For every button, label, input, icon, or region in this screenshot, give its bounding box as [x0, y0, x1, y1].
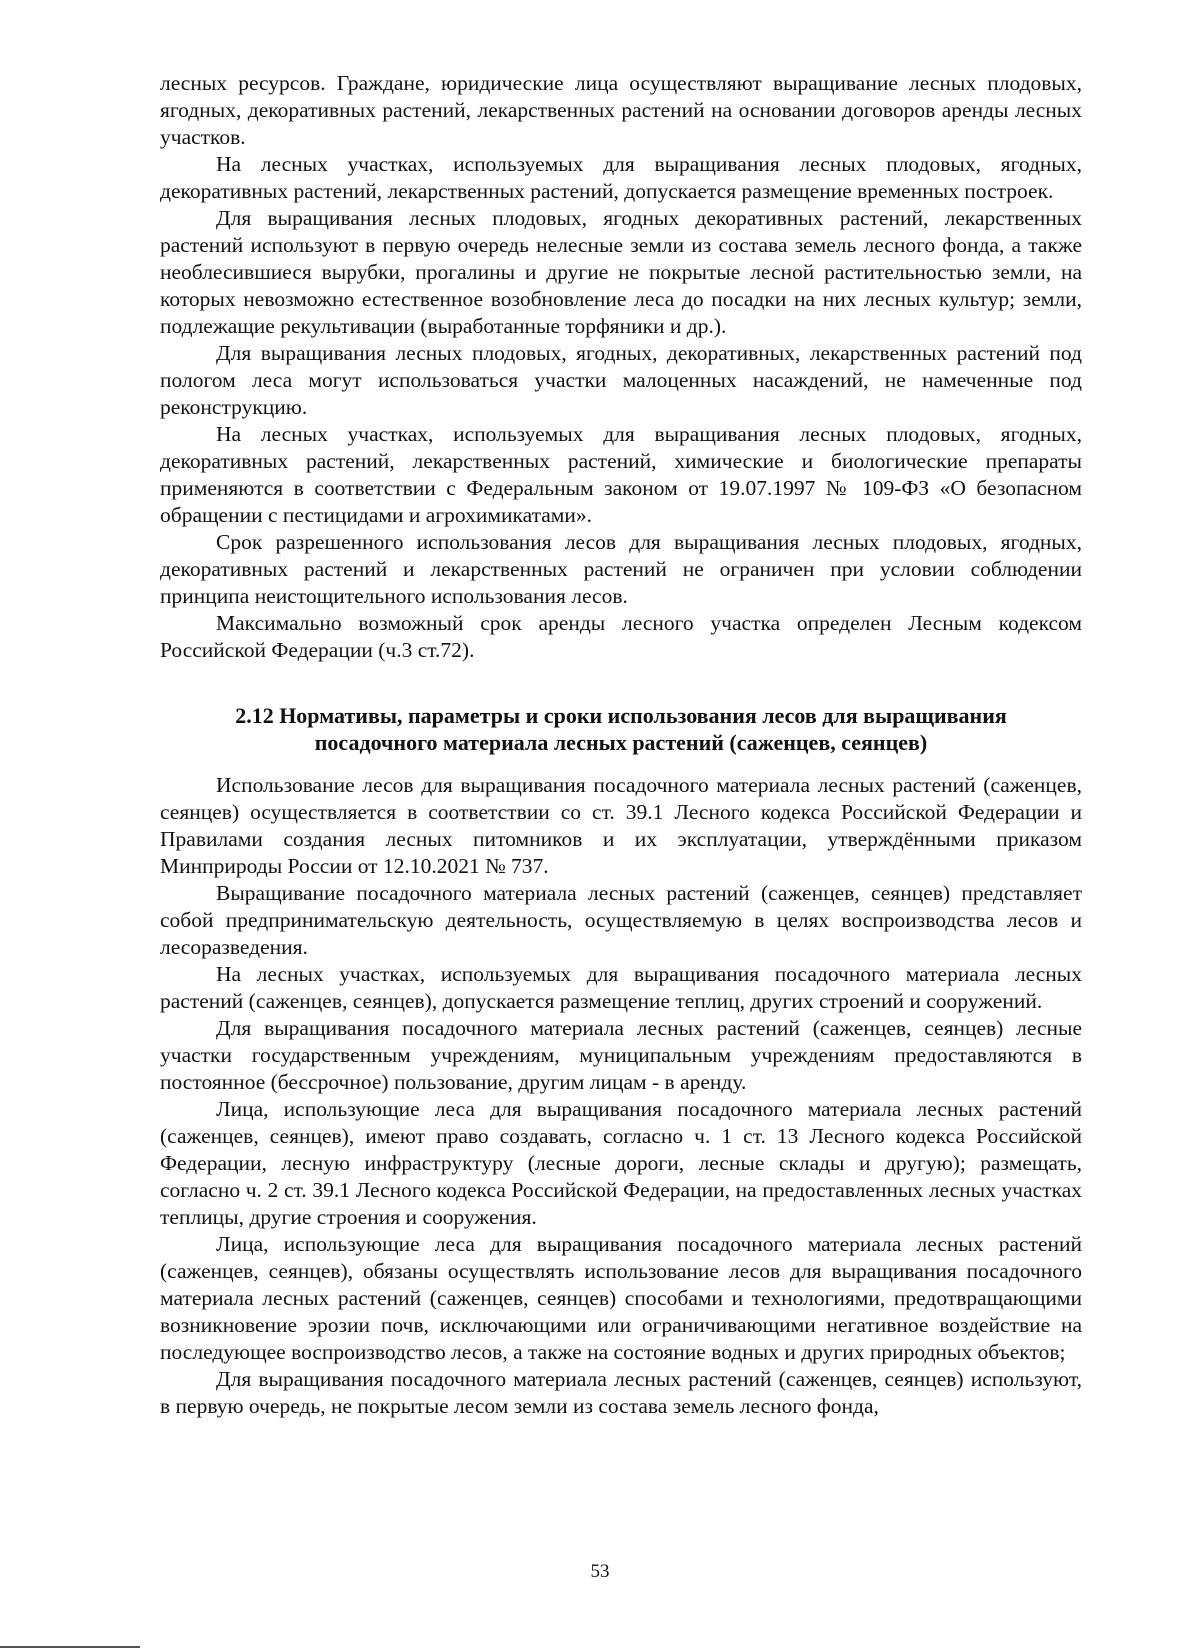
paragraph: На лесных участках, используемых для выращивания лесных плодовых, ягодных, декоративных растений, лекарственных растений, химические и биологические препараты применяются в соответствии с Федеральным законом от 19.07.1997 № 109-ФЗ «О безопасном обращении с пестицидами и агрохимикатами».: [160, 422, 1082, 527]
paragraph: На лесных участках, используемых для выращивания лесных плодовых, ягодных, декоративных растений, лекарственных растений, допускается размещение временных построек.: [160, 152, 1082, 203]
paragraph: Для выращивания посадочного материала лесных растений (саженцев, сеянцев) лесные участки государственным учреждениям, муниципальным учреждениям предоставляются в постоянное (бессрочное) пользование, другим лицам - в аренду.: [160, 1016, 1082, 1094]
paragraph: Для выращивания посадочного материала лесных растений (саженцев, сеянцев) используют, в первую очередь, не покрытые лесом земли из состава земель лесного фонда,: [160, 1367, 1082, 1418]
section-heading: [160, 702, 1082, 756]
paragraph: лесных ресурсов. Граждане, юридические лица осуществляют выращивание лесных плодовых, ягодных, декоративных растений, лекарственных растений на основании договоров аренды лесных участков.: [160, 71, 1082, 149]
paragraph: Максимально возможный срок аренды лесного участка определен Лесным кодексом Российской Федерации (ч.3 ст.72).: [160, 611, 1082, 662]
paragraph: Использование лесов для выращивания посадочного материала лесных растений (саженцев, сеянцев) осуществляется в соответствии со ст. 39.1 Лесного кодекса Российской Федерации и Правилами создания лесных питомников и их эксплуатации, утверждёнными приказом Минприроды России от 12.10.2021 № 737.: [160, 773, 1082, 878]
paragraphs-after: [160, 772, 1082, 1420]
document-page: [160, 70, 1082, 1420]
paragraph: Для выращивания лесных плодовых, ягодных декоративных растений, лекарственных растений используют в первую очередь нелесные земли из состава земель лесного фонда, а также необлесившиеся вырубки, прогалины и другие не покрытые лесной растительностью земли, на которых невозможно естественное возобновление леса до посадки на них лесных культур; земли, подлежащие рекультивации (выработанные торфяники и др.).: [160, 206, 1082, 338]
section-heading-line-2: посадочного материала лесных растений (саженцев, сеянцев): [314, 730, 928, 755]
paragraph: Лица, использующие леса для выращивания посадочного материала лесных растений (саженцев, сеянцев), имеют право создавать, согласно ч. 1 ст. 13 Лесного кодекса Российской Федерации, лесную инфраструктуру (лесные дороги, лесные склады и другую); размещать, согласно ч. 2 ст. 39.1 Лесного кодекса Российской Федерации, на предоставленных лесных участках теплицы, другие строения и сооружения.: [160, 1097, 1082, 1229]
paragraph: Лица, использующие леса для выращивания посадочного материала лесных растений (саженцев, сеянцев), обязаны осуществлять использование лесов для выращивания посадочного материала лесных растений (саженцев, сеянцев) способами и технологиями, предотвращающими возникновение эрозии почв, исключающими или ограничивающими негативное воздействие на последующее воспроизводство лесов, а также на состояние водных и других природных объектов;: [160, 1232, 1082, 1364]
paragraph: На лесных участках, используемых для выращивания посадочного материала лесных растений (саженцев, сеянцев), допускается размещение теплиц, других строений и сооружений.: [160, 962, 1082, 1013]
paragraph: Для выращивания лесных плодовых, ягодных, декоративных, лекарственных растений под пологом леса могут использоваться участки малоценных насаждений, не намеченные под реконструкцию.: [160, 341, 1082, 419]
paragraph: Выращивание посадочного материала лесных растений (саженцев, сеянцев) представляет собой предпринимательскую деятельность, осуществляемую в целях воспроизводства лесов и лесоразведения.: [160, 881, 1082, 959]
paragraphs-before: [160, 70, 1082, 664]
paragraph: Срок разрешенного использования лесов для выращивания лесных плодовых, ягодных, декоративных растений и лекарственных растений не ограничен при условии соблюдении принципа неистощительного использования лесов.: [160, 530, 1082, 608]
footer-divider: [0, 1646, 140, 1648]
section-heading-line-1: 2.12 Нормативы, параметры и сроки использования лесов для выращивания: [235, 703, 1007, 728]
page-number: 53: [590, 1561, 610, 1582]
